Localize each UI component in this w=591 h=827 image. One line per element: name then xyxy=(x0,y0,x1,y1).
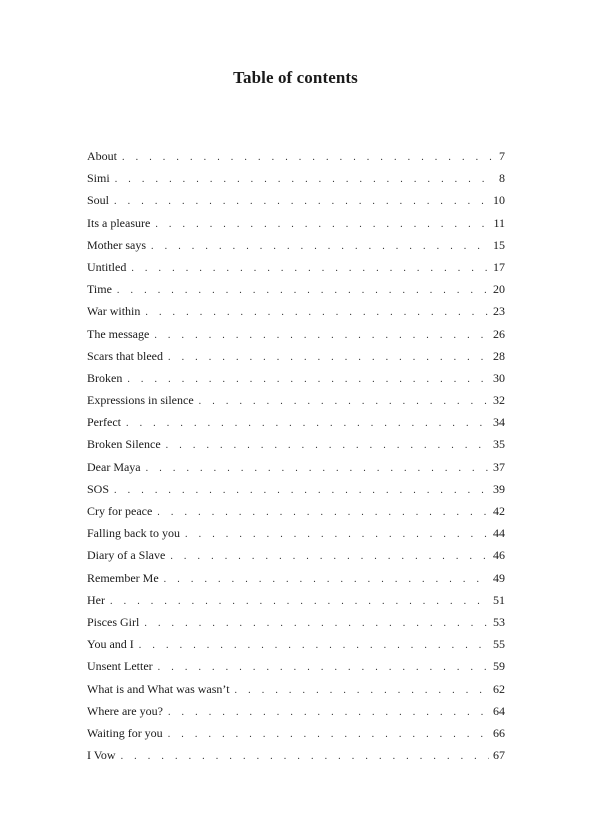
toc-entry[interactable] xyxy=(87,169,505,191)
toc-entry[interactable] xyxy=(87,680,505,702)
toc-dot-leader xyxy=(166,437,489,455)
toc-entry-page-number: 23 xyxy=(493,304,505,319)
toc-entry-label: Her xyxy=(87,592,105,607)
toc-entry[interactable] xyxy=(87,347,505,369)
toc-entry[interactable] xyxy=(87,413,505,435)
toc-entry-page-number: 64 xyxy=(493,703,505,718)
toc-dot-leader xyxy=(145,304,489,322)
toc-entry-label: Time xyxy=(87,282,112,297)
toc-dot-leader xyxy=(127,371,489,389)
toc-dot-leader xyxy=(154,327,489,345)
toc-dot-leader xyxy=(122,149,495,167)
toc-list xyxy=(87,147,505,768)
toc-dot-leader xyxy=(110,593,489,611)
toc-entry-label: Simi xyxy=(87,171,110,186)
toc-entry-page-number: 15 xyxy=(493,237,505,252)
page-title: Table of contents xyxy=(233,68,358,87)
toc-entry-page-number: 67 xyxy=(493,748,505,763)
toc-dot-leader xyxy=(126,415,489,433)
toc-entry-page-number: 59 xyxy=(493,659,505,674)
toc-entry[interactable] xyxy=(87,502,505,524)
toc-dot-leader xyxy=(185,526,489,544)
toc-entry-page-number: 26 xyxy=(493,326,505,341)
toc-entry-page-number: 66 xyxy=(493,725,505,740)
toc-entry[interactable] xyxy=(87,569,505,591)
toc-entry[interactable] xyxy=(87,236,505,258)
toc-entry-label: Untitled xyxy=(87,259,127,274)
toc-entry-label: Expressions in silence xyxy=(87,393,194,408)
toc-entry-page-number: 53 xyxy=(493,614,505,629)
toc-entry-page-number: 35 xyxy=(493,437,505,452)
toc-entry-label: Unsent Letter xyxy=(87,659,153,674)
toc-entry-page-number: 34 xyxy=(493,415,505,430)
toc-entry[interactable] xyxy=(87,325,505,347)
toc-entry-label: Its a pleasure xyxy=(87,215,151,230)
toc-dot-leader xyxy=(199,393,489,411)
toc-dot-leader xyxy=(164,571,489,589)
toc-dot-leader xyxy=(158,659,489,677)
toc-entry-page-number: 39 xyxy=(493,481,505,496)
toc-entry-label: Falling back to you xyxy=(87,526,180,541)
toc-entry-label: I Vow xyxy=(87,748,116,763)
toc-entry-page-number: 8 xyxy=(499,171,505,186)
toc-entry[interactable] xyxy=(87,302,505,324)
toc-dot-leader xyxy=(151,238,489,256)
toc-entry-page-number: 51 xyxy=(493,592,505,607)
toc-entry-label: Remember Me xyxy=(87,570,159,585)
toc-entry-label: What is and What was wasn’t xyxy=(87,681,230,696)
toc-entry-page-number: 55 xyxy=(493,637,505,652)
toc-entry[interactable] xyxy=(87,657,505,679)
toc-entry[interactable] xyxy=(87,369,505,391)
toc-entry-page-number: 28 xyxy=(493,348,505,363)
toc-entry-label: Waiting for you xyxy=(87,725,163,740)
toc-entry[interactable] xyxy=(87,591,505,613)
toc-dot-leader xyxy=(114,193,489,211)
toc-dot-leader xyxy=(121,748,489,766)
toc-entry-page-number: 46 xyxy=(493,548,505,563)
toc-entry[interactable] xyxy=(87,435,505,457)
toc-entry-label: Mother says xyxy=(87,237,146,252)
toc-entry[interactable] xyxy=(87,613,505,635)
toc-entry-label: Diary of a Slave xyxy=(87,548,166,563)
toc-dot-leader xyxy=(146,460,489,478)
toc-entry-page-number: 32 xyxy=(493,393,505,408)
toc-dot-leader xyxy=(115,171,495,189)
toc-dot-leader xyxy=(168,704,489,722)
toc-entry[interactable] xyxy=(87,480,505,502)
toc-entry[interactable] xyxy=(87,280,505,302)
toc-dot-leader xyxy=(114,482,489,500)
toc-dot-leader xyxy=(235,682,489,700)
toc-entry-label: Cry for peace xyxy=(87,504,153,518)
toc-entry-page-number: 37 xyxy=(493,459,505,474)
toc-entry[interactable] xyxy=(87,546,505,568)
toc-entry-page-number: 20 xyxy=(493,282,505,297)
toc-entry[interactable] xyxy=(87,214,505,236)
toc-entry-label: The message xyxy=(87,326,150,341)
toc-entry-label: SOS xyxy=(87,481,110,496)
toc-entry-label: Where are you? xyxy=(87,703,163,718)
toc-dot-leader xyxy=(117,282,489,300)
toc-entry-page-number: 10 xyxy=(493,193,505,208)
toc-dot-leader xyxy=(144,615,489,633)
toc-entry[interactable] xyxy=(87,258,505,280)
toc-entry-label: You and I xyxy=(87,637,134,652)
toc-entry-page-number: 44 xyxy=(493,526,505,541)
toc-entry[interactable] xyxy=(87,635,505,657)
toc-entry-page-number: 17 xyxy=(493,259,505,274)
toc-entry[interactable] xyxy=(87,524,505,546)
toc-entry[interactable] xyxy=(87,391,505,413)
toc-entry-page-number: 49 xyxy=(493,570,505,585)
toc-dot-leader xyxy=(157,504,489,522)
toc-entry-label: Scars that bleed xyxy=(87,348,163,363)
toc-entry[interactable] xyxy=(87,458,505,480)
toc-dot-leader xyxy=(170,548,489,566)
toc-dot-leader xyxy=(155,216,489,234)
toc-entry-page-number: 30 xyxy=(493,370,505,385)
toc-entry-label: War within xyxy=(87,304,141,319)
toc-dot-leader xyxy=(131,260,489,278)
toc-entry[interactable] xyxy=(87,724,505,746)
toc-entry-page-number: 42 xyxy=(493,504,505,518)
toc-entry-page-number: 11 xyxy=(493,215,505,230)
toc-dot-leader xyxy=(168,726,489,744)
toc-entry[interactable] xyxy=(87,147,505,169)
toc-dot-leader xyxy=(168,349,489,367)
toc-entry-page-number: 7 xyxy=(499,149,505,163)
toc-entry-label: Broken Silence xyxy=(87,437,161,452)
toc-entry-label: Perfect xyxy=(87,415,121,430)
toc-entry[interactable] xyxy=(87,702,505,724)
toc-entry-label: Pisces Girl xyxy=(87,614,140,629)
toc-dot-leader xyxy=(139,637,489,655)
toc-entry-label: About xyxy=(87,149,117,163)
toc-entry-label: Broken xyxy=(87,370,123,385)
toc-entry[interactable] xyxy=(87,746,505,768)
toc-entry-label: Dear Maya xyxy=(87,459,141,474)
toc-entry-page-number: 62 xyxy=(493,681,505,696)
toc-entry[interactable] xyxy=(87,191,505,213)
toc-entry-label: Soul xyxy=(87,193,110,208)
